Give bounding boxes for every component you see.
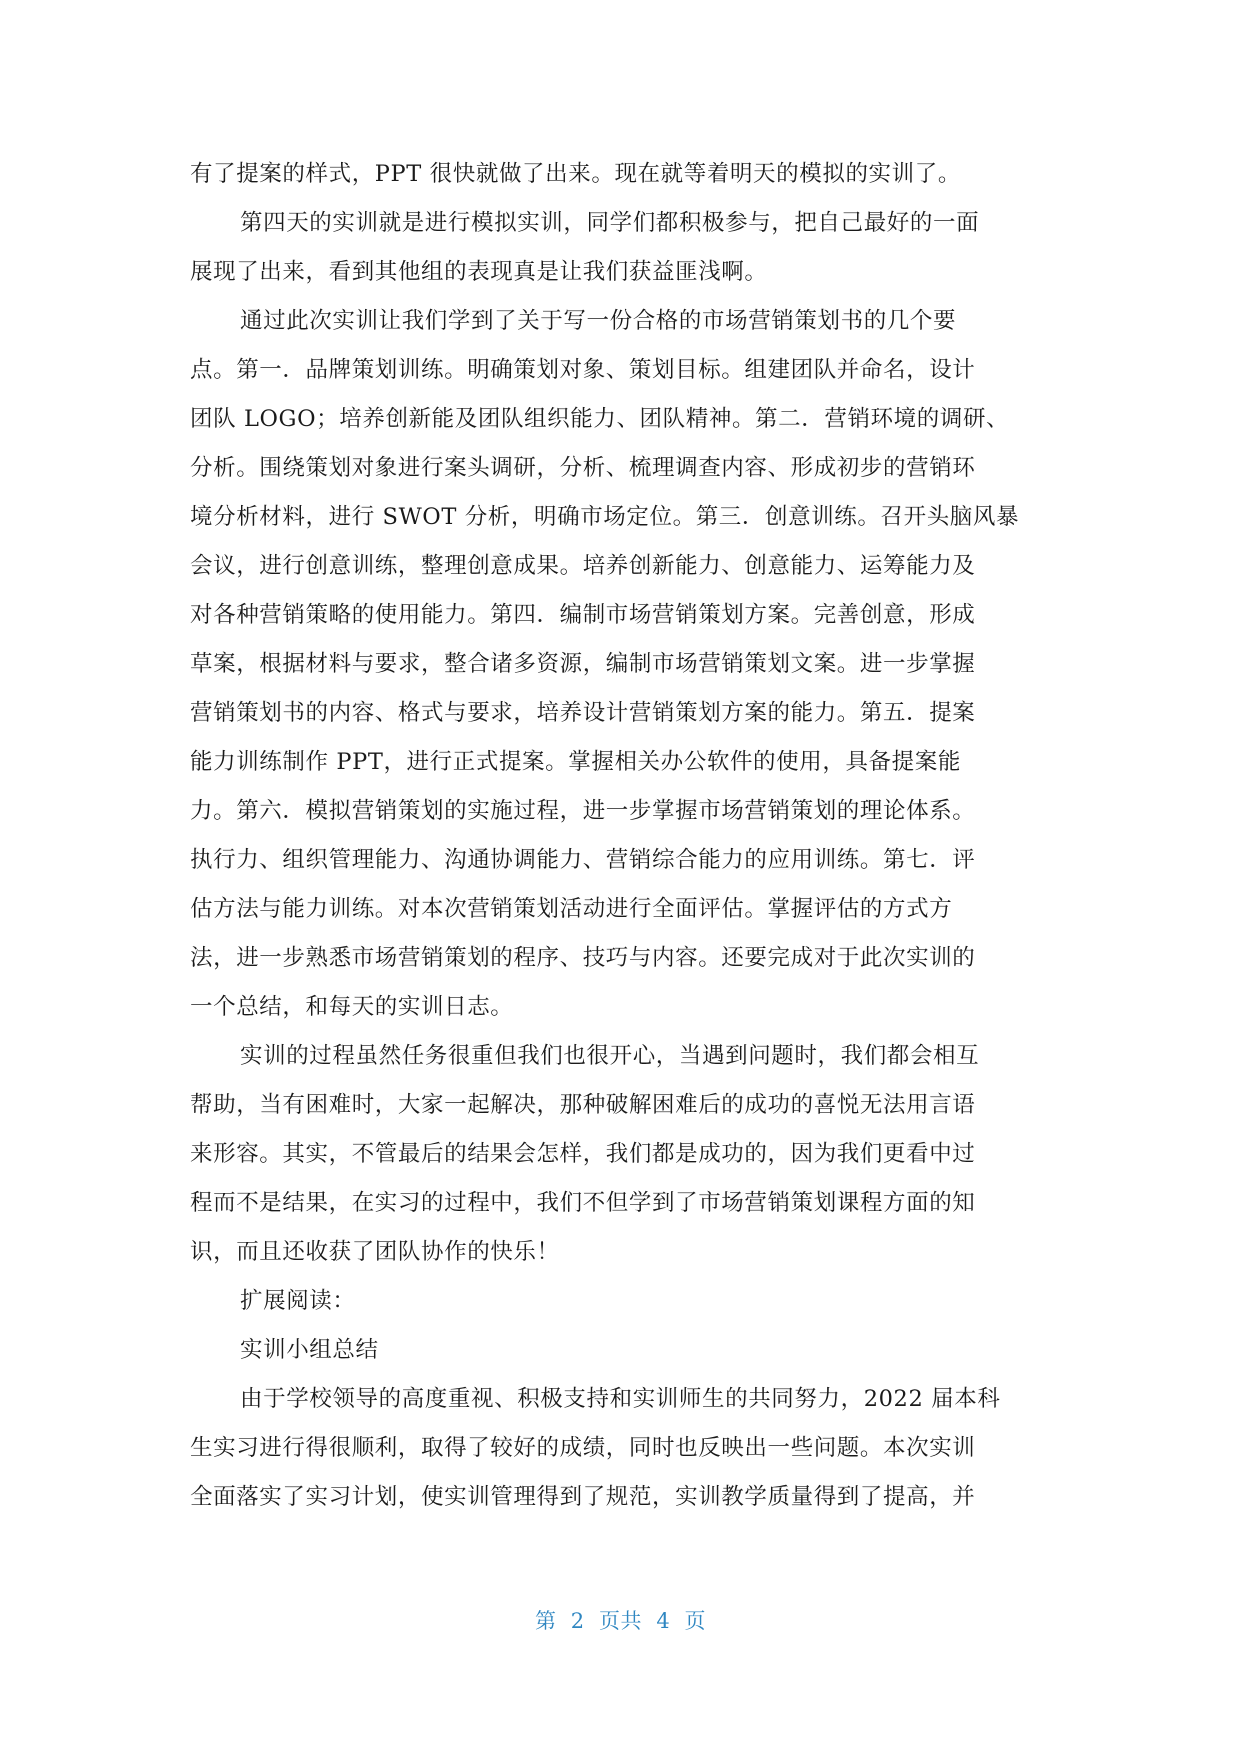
page-number-footer: 第 2 页共 4 页 — [534, 1609, 707, 1633]
text-line: 境分析材料，进行 SWOT 分析，明确市场定位。第三．创意训练。召开头脑风暴 — [190, 504, 1020, 530]
text-line: 法，进一步熟悉市场营销策划的程序、技巧与内容。还要完成对于此次实训的 — [190, 945, 976, 971]
text-line: 会议，进行创意训练，整理创意成果。培养创新能力、创意能力、运筹能力及 — [190, 553, 976, 579]
text-line: 执行力、组织管理能力、沟通协调能力、营销综合能力的应用训练。第七．评 — [190, 847, 976, 873]
text-line: 扩展阅读： — [240, 1288, 356, 1314]
text-line: 实训的过程虽然任务很重但我们也很开心，当遇到问题时，我们都会相互 — [240, 1043, 980, 1069]
text-line: 营销策划书的内容、格式与要求，培养设计营销策划方案的能力。第五．提案 — [190, 700, 976, 726]
text-line: 生实习进行得很顺利，取得了较好的成绩，同时也反映出一些问题。本次实训 — [190, 1435, 976, 1461]
text-line: 一个总结，和每天的实训日志。 — [190, 994, 514, 1020]
text-line: 来形容。其实，不管最后的结果会怎样，我们都是成功的，因为我们更看中过 — [190, 1141, 976, 1167]
text-line: 通过此次实训让我们学到了关于写一份合格的市场营销策划书的几个要 — [240, 308, 957, 334]
text-line: 全面落实了实习计划，使实训管理得到了规范，实训教学质量得到了提高，并 — [190, 1484, 976, 1510]
text-line: 程而不是结果，在实习的过程中，我们不但学到了市场营销策划课程方面的知 — [190, 1190, 976, 1216]
text-line: 分析。围绕策划对象进行案头调研，分析、梳理调查内容、形成初步的营销环 — [190, 455, 976, 481]
text-line: 由于学校领导的高度重视、积极支持和实训师生的共同努力，2022 届本科 — [240, 1386, 1001, 1412]
text-line: 识，而且还收获了团队协作的快乐！ — [190, 1239, 560, 1265]
text-line: 团队 LOGO；培养创新能及团队组织能力、团队精神。第二．营销环境的调研、 — [190, 406, 1010, 432]
text-line: 力。第六．模拟营销策划的实施过程，进一步掌握市场营销策划的理论体系。 — [190, 798, 976, 824]
text-line: 对各种营销策略的使用能力。第四．编制市场营销策划方案。完善创意，形成 — [190, 602, 976, 628]
text-line: 点。第一．品牌策划训练。明确策划对象、策划目标。组建团队并命名，设计 — [190, 357, 976, 383]
text-line: 草案，根据材料与要求，整合诸多资源，编制市场营销策划文案。进一步掌握 — [190, 651, 976, 677]
text-line: 有了提案的样式，PPT 很快就做了出来。现在就等着明天的模拟的实训了。 — [190, 161, 961, 187]
section-heading: 实训小组总结 — [240, 1337, 379, 1363]
text-line: 估方法与能力训练。对本次营销策划活动进行全面评估。掌握评估的方式方 — [190, 896, 953, 922]
text-line: 帮助，当有困难时，大家一起解决，那种破解困难后的成功的喜悦无法用言语 — [190, 1092, 976, 1118]
text-line: 能力训练制作 PPT，进行正式提案。掌握相关办公软件的使用，具备提案能 — [190, 749, 961, 775]
document-body — [190, 150, 1050, 1522]
text-line: 展现了出来，看到其他组的表现真是让我们获益匪浅啊。 — [190, 259, 768, 285]
text-line: 第四天的实训就是进行模拟实训，同学们都积极参与，把自己最好的一面 — [240, 210, 980, 236]
